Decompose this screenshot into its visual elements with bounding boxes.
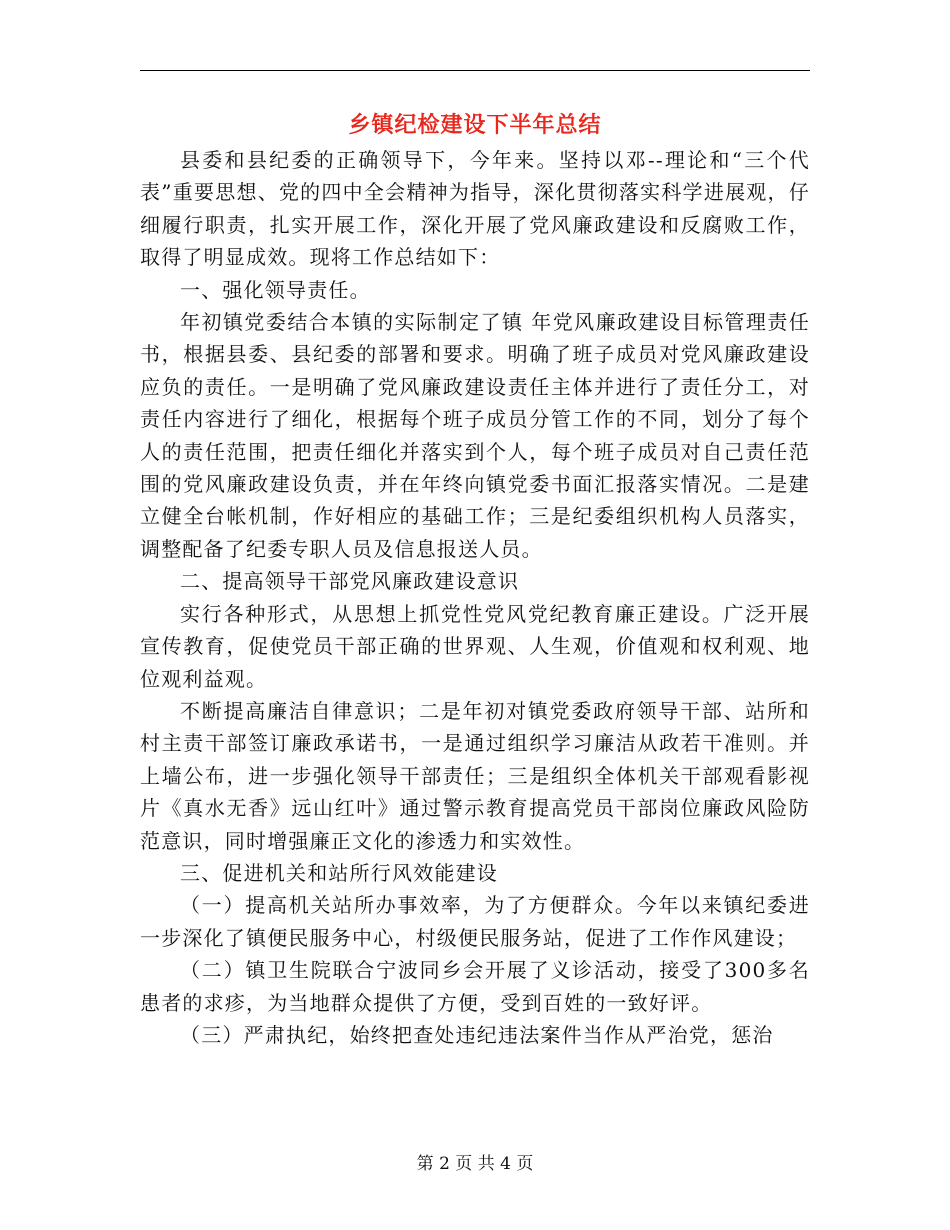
document-body [140, 144, 810, 1051]
document-title: 乡镇纪检建设下半年总结 [348, 112, 602, 138]
paragraph-item-2: （二）镇卫生院联合宁波同乡会开展了义诊活动，接受了300多名患者的求疹，为当地群众提供了方便，受到百姓的一致好评。 [140, 958, 810, 1015]
paragraph-education: 实行各种形式，从思想上抓党性党风党纪教育廉正建设。广泛开展宣传教育，促使党员干部正确的世界观、人生观，价值观和权利观、地位观利益观。 [140, 601, 810, 691]
paragraph-item-1: （一）提高机关站所办事效率，为了方便群众。今年以来镇纪委进一步深化了镇便民服务中心，村级便民服务站，促进了工作作风建设； [140, 893, 810, 950]
section-heading-2: 二、提高领导干部党风廉政建设意识 [180, 569, 520, 594]
header-rule [140, 70, 810, 71]
paragraph-self-discipline: 不断提高廉洁自律意识；二是年初对镇党委政府领导干部、站所和村主责干部签订廉政承诺书，一是通过组织学习廉洁从政若干准则。并上墙公布，进一步强化领导干部责任；三是组织全体机关干部观看影视片《真水无香》远山红叶》通过警示教育提高党员干部岗位廉政风险防范意识，同时增强廉正文化的渗透力和实效性。 [140, 698, 810, 853]
page-number: 第 2 页 共 4 页 [416, 1154, 534, 1174]
paragraph-intro: 县委和县纪委的正确领导下，今年来。坚持以邓--理论和“三个代表”重要思想、党的四中全会精神为指导，深化贯彻落实科学进展观，仔细履行职责，扎实开展工作，深化开展了党风廉政建设和反腐败工作，取得了明显成效。现将工作总结如下： [140, 148, 810, 270]
paragraph-responsibility: 年初镇党委结合本镇的实际制定了镇 年党风廉政建设目标管理责任书，根据县委、县纪委的部署和要求。明确了班子成员对党风廉政建设应负的责任。一是明确了党风廉政建设责任主体并进行了责任分工，对责任内容进行了细化，根据每个班子成员分管工作的不同，划分了每个人的责任范围，把责任细化并落实到个人，每个班子成员对自己责任范围的党风廉政建设负责，并在年终向镇党委书面汇报落实情况。二是建立健全台帐机制，作好相应的基础工作；三是纪委组织机构人员落实，调整配备了纪委专职人员及信息报送人员。 [140, 310, 810, 561]
paragraph-item-3: （三）严肃执纪，始终把查处违纪违法案件当作从严治党，惩治 [180, 1022, 774, 1047]
section-heading-1: 一、强化领导责任。 [180, 277, 371, 302]
section-heading-3: 三、促进机关和站所行风效能建设 [180, 860, 498, 885]
